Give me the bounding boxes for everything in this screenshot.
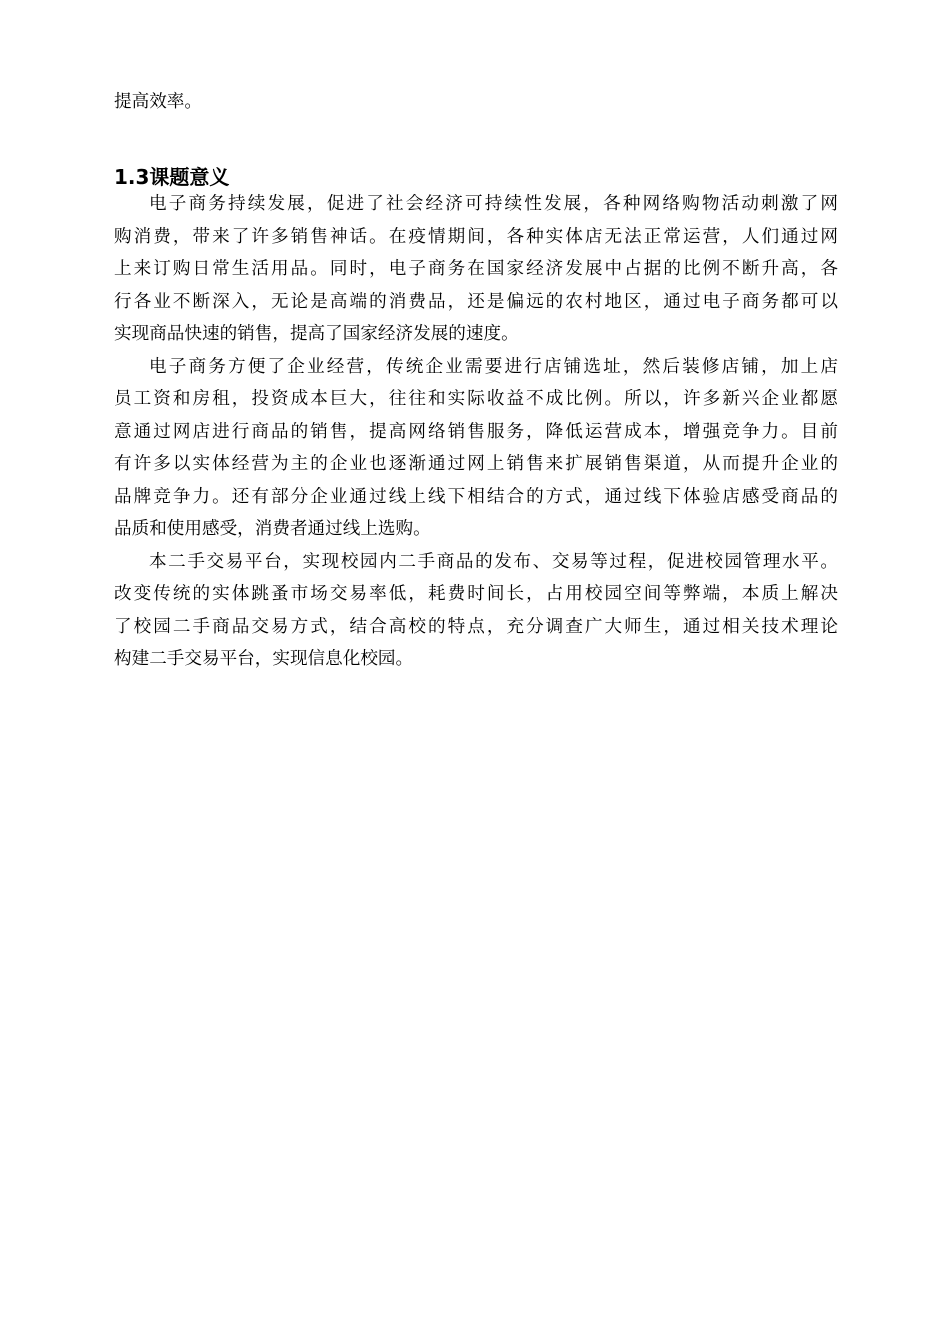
paragraph-line: 了校园二手商品交易方式，结合高校的特点，充分调查广大师生，通过相关技术理论	[114, 616, 838, 637]
paragraph-2	[114, 351, 838, 546]
paragraph-line: 改变传统的实体跳蚤市场交易率低，耗费时间长，占用校园空间等弊端，本质上解决	[114, 584, 838, 604]
previous-paragraph-tail: 提高效率。	[114, 92, 202, 112]
paragraph-1	[114, 188, 838, 351]
paragraph-line: 意通过网店进行商品的销售，提高网络销售服务，降低运营成本，增强竞争力。目前	[114, 421, 838, 442]
paragraph-line: 电子商务持续发展，促进了社会经济可持续性发展，各种网络购物活动刺激了网	[149, 194, 838, 214]
previous-paragraph	[114, 86, 838, 119]
paragraph-line: 购消费，带来了许多销售神话。在疫情期间，各种实体店无法正常运营，人们通过网	[114, 226, 838, 247]
paragraph-3	[114, 546, 838, 676]
paragraph-line: 实现商品快速的销售，提高了国家经济发展的速度。	[114, 324, 519, 344]
paragraph-line: 本二手交易平台，实现校园内二手商品的发布、交易等过程，促进校园管理水平。	[149, 551, 838, 572]
paragraph-line: 品质和使用感受，消费者通过线上选购。	[114, 519, 431, 539]
section-body	[114, 188, 838, 676]
paragraph-line: 有许多以实体经营为主的企业也逐渐通过网上销售来扩展销售渠道，从而提升企业的	[114, 454, 838, 474]
paragraph-line: 行各业不断深入，无论是高端的消费品，还是偏远的农村地区，通过电子商务都可以	[114, 291, 838, 312]
paragraph-line: 员工资和房租，投资成本巨大，往往和实际收益不成比例。所以，许多新兴企业都愿	[114, 389, 838, 409]
paragraph-line: 品牌竞争力。还有部分企业通过线上线下相结合的方式，通过线下体验店感受商品的	[114, 486, 838, 507]
paragraph-line: 电子商务方便了企业经营，传统企业需要进行店铺选址，然后装修店铺，加上店	[149, 356, 838, 377]
paragraph-line: 上来订购日常生活用品。同时，电子商务在国家经济发展中占据的比例不断升高，各	[114, 259, 838, 279]
section-heading: 1.3课题意义	[114, 165, 230, 189]
paragraph-line: 构建二手交易平台，实现信息化校园。	[114, 649, 414, 669]
